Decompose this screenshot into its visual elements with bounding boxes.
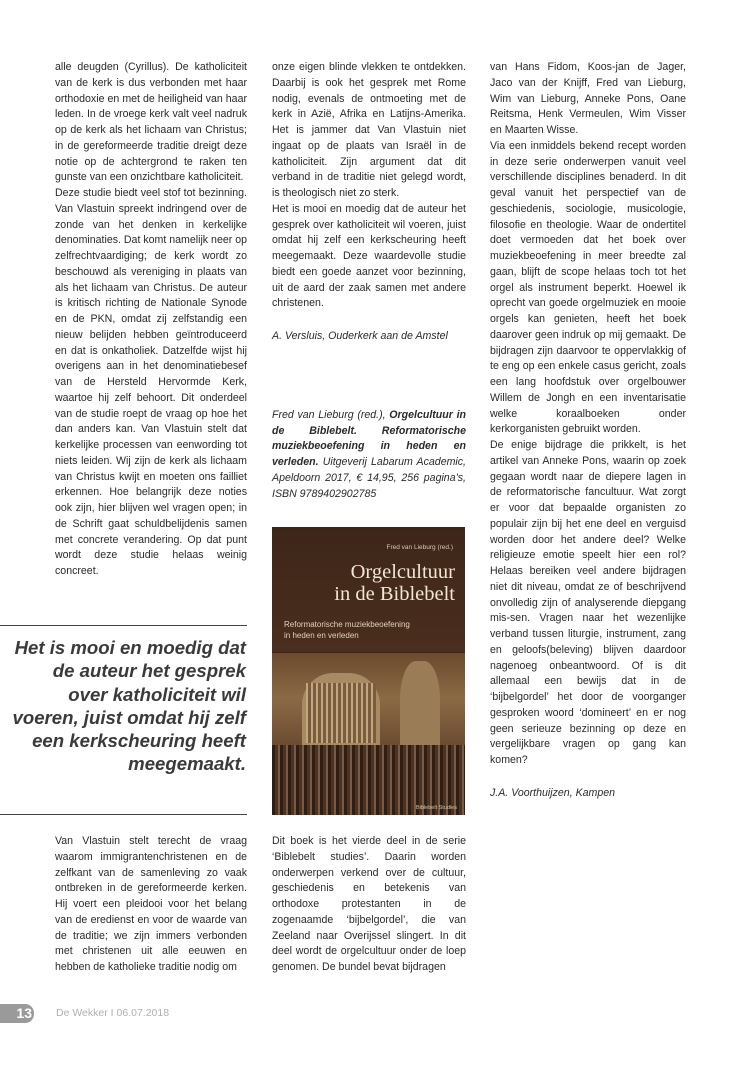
review-signature: A. Versluis, Ouderkerk aan de Amstel	[272, 330, 448, 342]
paragraph: Deze studie biedt veel stof tot bezinning. Van Vlastuin spreekt indringend over de zonde van het denken in kerkelijke denominaties. Dat komt namelijk neer op zelfrechtvaardiging; de kerk wordt zo beschouwd als vereniging in plaats van als het lichaam van Christus. De auteur is kritisch richting de Nationale Synode en de PKN, omdat zij zelfstandig een nieuw belijden hebben geïntroduceerd en dat is onkatholiek. Datzelfde wijst hij overigens aan in het denominatiebesef van de Hersteld Hervormde Kerk, waartoe hij zelf behoort. Dit onderdeel van de studie roept de vraag op hoe het dan anders kan. Van Vlastuin stelt dat kerkelijke processen van eenwording tot niets leiden. Wij zijn de kerk als lichaam van Christus kwijt en moeten ons failliet erkennen. Hoe belangrijk deze noties ook zijn, hier blijven wel vragen open; in de Schrift gaat schuldbelijdenis samen met concrete verandering. Op dat punt wordt deze studie helaas weinig concreet.	[55, 187, 247, 577]
paragraph: Via een inmiddels bekend recept worden in deze serie onderwerpen vanuit veel verschillende disciplines benaderd. In dit geval vanuit het perspectief van de geschiedenis, sociologie, musicologie, filosofie en theologie. Waar de ondertitel doet vermoeden dat het boek over muziekbeoefening in meer breedte zal gaan, blijft de scope helaas toch tot het orgel als instrument beperkt. Hoewel ik oprecht van goede orgelmuziek en mooie orgels kan genieten, heeft het boek daarover geen indruk op mij gemaakt. De bijdragen zijn daarvoor te oppervlakkig of te eng op een enkele casus gericht, zoals een lang hoofdstuk over orgelbouwer Willem de Jongh en een inventarisatie welke koraalboeken onder kerkorganisten gebruikt worden.	[490, 139, 686, 436]
column-1	[55, 60, 247, 580]
window-arch	[400, 661, 440, 756]
book-details: Uitgeverij Labarum Academic, Apeldoorn 2017, € 14,95, 256 pagina’s, ISBN 9789402902785	[272, 456, 466, 500]
book-author: Fred van Lieburg (red.),	[272, 408, 386, 421]
column-2-continued	[272, 834, 466, 976]
cover-subtitle-line: in heden en verleden	[284, 631, 359, 640]
paragraph: onze eigen blinde vlekken te ontdekken. Daarbij is ook het gesprek met Rome nodig, evenals de ontmoeting met de kerk in Azië, Afrika en Latijns-Amerika. Het is jammer dat Van Vlastuin niet ingaat op de plaats van Israël in de katholiciteit. Zijn argument dat dit verband in de traditie niet gelegd wordt, is theologisch niet zo sterk.	[272, 61, 466, 199]
book-cover-image	[272, 527, 465, 815]
publication-date: 06.07.2018	[116, 1007, 170, 1019]
footer-separator: I	[110, 1007, 114, 1019]
paragraph: Het is mooi en moedig dat de auteur het gesprek over katholiciteit wil voeren, juist omdat hij zelf een kerkscheuring heeft meegemaakt. Deze waardevolle studie biedt een goede aanzet voor bezinning, uit de aard der zaak samen met andere christenen.	[272, 202, 466, 310]
review-signature: J.A. Voorthuijzen, Kampen	[490, 786, 616, 799]
quote-rule-top	[0, 625, 247, 626]
paragraph: Van Vlastuin stelt terecht de vraag waarom immigrantenchristenen en de zelfkant van de samenleving zo vaak ontbreken in de gereformeerde kerken. Hij voert een pleidooi voor het belang van de eredienst en voor de waarde van de traditie; we zijn immers verbonden met christenen uit alle eeuwen en hebben de katholieke traditie nodig om	[55, 835, 247, 973]
church-interior-photo	[272, 653, 465, 815]
cover-title-line: in de Biblebelt	[334, 583, 455, 605]
cover-title	[334, 561, 455, 605]
page-number: 13	[0, 1004, 34, 1023]
column-1-continued	[55, 834, 247, 976]
paragraph: De enige bijdrage die prikkelt, is het artikel van Anneke Pons, waarin op zoek gegaan wordt naar de diepere lagen in de reformatorische fancultuur. Wat zorgt er voor dat bepaalde organisten zo populair zijn bij het ene deel en verguisd worden door het andere deel? Welke religieuze emotie speelt hier een rol? Helaas bereiken veel andere bijdragen niet dit niveau, omdat ze of beschrijvend onvolledig zijn of analyserende diepgang mis-sen. Vragen naar het wezenlijke verband tussen liturgie, instrument, zang en geloofs(beleving) blijven daardoor nagenoeg onbeantwoord. Of is dit allemaal een bewijs dat in de ‘bijbelgordel’ het door de voorganger gesproken woord ‘domineert’ en er nog geen serieuze bezinning op deze en vergelijkbare vragen op gang kan komen?	[490, 439, 686, 766]
column-3	[490, 60, 686, 802]
cover-subtitle	[284, 619, 410, 641]
book-title: Orgelcultuur in de Biblebelt. Reformatorische muziekbeoefening in heden en verleden.	[272, 408, 466, 468]
paragraph: alle deugden (Cyrillus). De katholiciteit van de kerk is dus verbonden met haar orthodoxie en met de heiligheid van haar leden. In de vroege kerk valt veel nadruk op de kerk als het lichaam van Christus; in de gereformeerde traditie dreigt deze notie op de achtergrond te raken ten gunste van een onzichtbare katholiciteit.	[55, 61, 247, 184]
cover-series: Biblebelt Studies	[416, 805, 457, 811]
paragraph: Dit boek is het vierde deel in de serie ‘Biblebelt studies’. Daarin worden onderwerpen verkend over de cultuur, geschiedenis en betekenis van orthodoxe protestanten in de zogenaamde ‘bijbelgordel’, die van Zeeland naar Overijssel slingert. In dit deel wordt de orgelcultuur onder de loep genomen. De bundel bevat bijdragen	[272, 835, 466, 973]
cover-editor: Fred van Lieburg (red.)	[386, 544, 453, 551]
organ-pipes	[306, 683, 376, 743]
column-2	[272, 60, 466, 502]
cover-subtitle-line: Reformatorische muziekbeoefening	[284, 620, 410, 629]
footer	[56, 1007, 169, 1019]
cover-title-line: Orgelcultuur	[350, 561, 455, 583]
paragraph: van Hans Fidom, Koos-jan de Jager, Jaco van der Knijff, Fred van Lieburg, Wim van Lieburg, Anneke Pons, Oane Reitsma, Henk Vermeulen, Wim Visser en Maarten Wisse.	[490, 61, 686, 136]
pull-quote: Het is mooi en moedig dat de auteur het gesprek over katholiciteit wil voeren, juist omdat hij zelf een kerkscheuring heeft meegemaakt.	[12, 637, 246, 775]
publication-name: De Wekker	[56, 1007, 108, 1019]
book-reference	[272, 408, 466, 503]
quote-rule-bottom	[0, 814, 247, 815]
